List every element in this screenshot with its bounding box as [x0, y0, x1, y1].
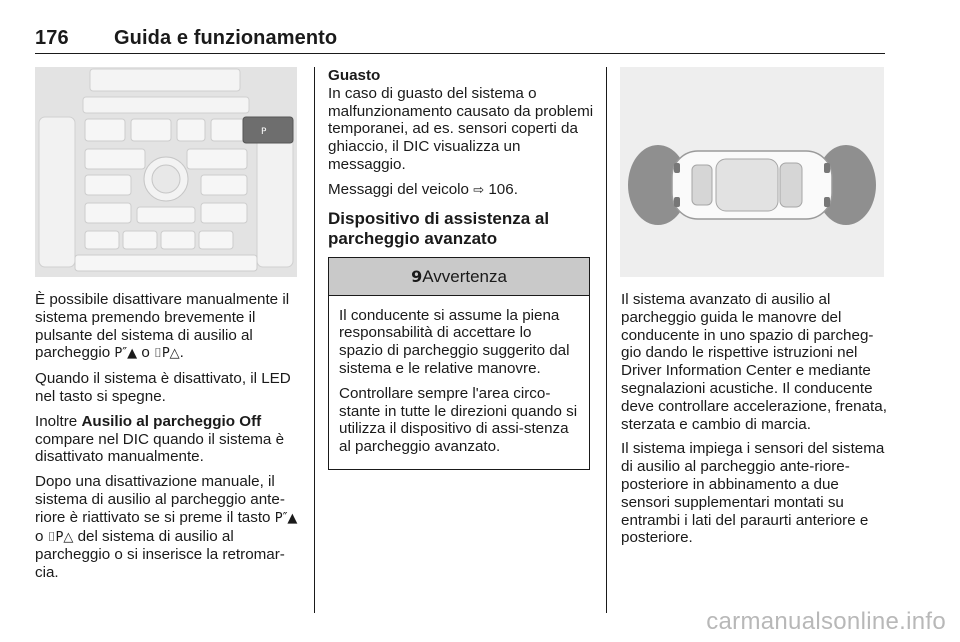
warning-title: Avvertenza	[422, 266, 507, 286]
paragraph-led-off: Quando il sistema è disattivato, il LED nel tasto si spegne.	[35, 370, 291, 405]
paragraph-dic-message: Inoltre Ausilio al parcheggio Off compare nel DIC quando il sistema è disattivato manualmente.	[35, 412, 285, 466]
paragraph-sensors: Il sistema impiega i sensori del sistema di ausilio al parcheggio ante-riore-posteriore in abbinamento a due sensori supplementari montati su entrambi i lati del paraurti anteriore e posteriore.	[621, 440, 885, 547]
warning-paragraph-check-area: Controllare sempre l'area circo-stante in tutte le direzioni quando si utilizza il dispositivo di assi-stenza al parcheggio avanzato.	[339, 384, 578, 456]
console-buttons-illustration	[35, 67, 297, 277]
fault-heading: Guasto	[328, 67, 381, 84]
section-title-advanced-park-assist: Dispositivo di assistenza al parcheggio avanzato	[328, 208, 550, 248]
page-reference-arrow-icon: ⇨	[473, 182, 485, 198]
paragraph-fault: In caso di guasto del sistema o malfunzionamento causato da problemi temporanei, ad es. sensori coperti da ghiaccio, il DIC visualizza un messaggio.	[328, 84, 594, 173]
right-column	[621, 291, 887, 554]
warning-box	[328, 257, 590, 470]
park-assist-icon: P″▲	[114, 346, 138, 362]
console-buttons-figure	[35, 67, 297, 277]
warning-paragraph-responsibility: Il conducente si assume la piena responsabilità di accettare lo spazio di parcheggio suggerito dal sistema e le relative manovre.	[339, 306, 570, 377]
warning-triangle-icon: 9	[411, 266, 423, 286]
column-divider-left	[314, 67, 315, 613]
advanced-park-assist-icon: ⌷P△	[154, 346, 180, 362]
page-title: Guida e funzionamento	[114, 27, 338, 49]
parking-sensor-figure	[620, 67, 884, 277]
park-assist-icon: P″▲	[274, 510, 298, 526]
paragraph-reactivation: Dopo una disattivazione manuale, il sistema di ausilio al parcheggio ante-riore è riattivato se si preme il tasto P″▲ o ⌷P△ del sistema di ausilio al parcheggio o si inserisce la retromar-cia.	[35, 473, 298, 582]
advanced-park-assist-icon: ⌷P△	[47, 529, 74, 545]
left-column	[35, 291, 299, 589]
paragraph-system-guidance: Il sistema avanzato di ausilio al parcheggio guida le manovre del conducente in uno spazio di parcheg-gio dando le rispettive istruzioni nel Driver Information Center e mediante segnalazioni acustiche. Il conducente deve controllare accelerazione, frenata, sterzata e cambio di marcia.	[621, 291, 887, 433]
column-divider-right	[606, 67, 607, 613]
watermark: carmanualsonline.info	[706, 608, 946, 635]
svg-text:P: P	[261, 127, 267, 137]
page-header	[35, 27, 885, 54]
warning-body	[329, 296, 589, 469]
car-sensor-zones-illustration	[620, 67, 884, 277]
middle-column	[328, 67, 594, 470]
paragraph-manual-disable: È possibile disattivare manualmente il sistema premendo brevemente il pulsante del sistema di ausilio al parcheggio P″▲ o ⌷P△.	[35, 291, 290, 362]
page-number: 176	[35, 27, 69, 49]
paragraph-vehicle-messages: Messaggi del veicolo ⇨ 106.	[328, 180, 518, 198]
warning-header	[329, 258, 589, 296]
